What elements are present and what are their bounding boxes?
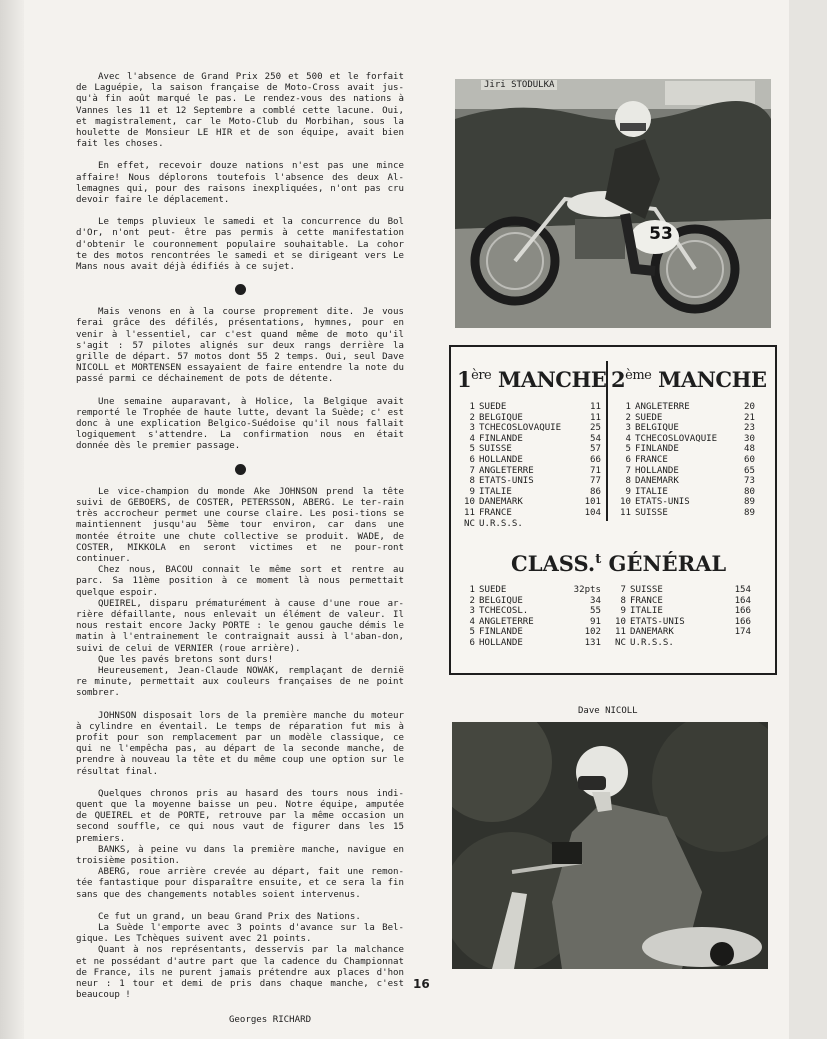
result-row <box>455 444 601 455</box>
article-column <box>76 72 404 1027</box>
section-bullet <box>235 284 246 295</box>
result-row <box>455 434 601 445</box>
result-row <box>455 519 601 530</box>
position-cell: 3 <box>625 423 631 434</box>
result-row <box>455 402 601 413</box>
article-paragraph: BANKS, à peine vu dans la première manche, navigue en troisième position. <box>76 844 404 866</box>
article-paragraph: Le vice-champion du monde Ake JOHNSON prend la tête suivi de GEBOERS, de COSTER, PETERSSON, ABERG. Le ter-rain très accrocheur permet une course claire. Les posi-tions se maintiennent jusqu'au 5ème tour environ, car dans une montée étroite une chute collective se produit. WADE, de COSTER, MIKKOLA en seront victimes et ne pour-ront continuer. <box>76 486 404 564</box>
position-cell: 10 <box>620 497 631 508</box>
result-row <box>455 585 601 596</box>
points-cell: 89 <box>744 497 755 508</box>
team-cell: ANGLETERRE <box>479 616 534 627</box>
position-cell: 10 <box>464 497 475 508</box>
points-cell: 166 <box>734 606 751 617</box>
team-cell: ETATS-UNIS <box>635 497 690 508</box>
page-right-margin <box>789 0 827 1039</box>
position-cell: NC <box>464 518 475 529</box>
position-cell: 9 <box>469 486 475 497</box>
page-number: 16 <box>413 977 430 991</box>
points-cell: 30 <box>744 433 755 444</box>
position-cell: 2 <box>469 412 475 423</box>
result-row <box>611 466 755 477</box>
article-paragraph: Mais venons en à la course proprement dite. Je vous ferai grâce des défilés, présentations, hymnes, pour en venir à l'essentiel, car c'est quand même de moto qu'il s'agit : 57 pilotes alignés sur deux rangs derrière la grille de départ. 57 motos dont 55 2 temps. Oui, seul Dave NICOLL et MORTENSEN essayaient de faire entendre la note du passé parmi ce déchainement de pots de détente. <box>76 307 404 385</box>
result-row <box>455 423 601 434</box>
position-cell: 1 <box>625 402 631 412</box>
position-cell: 5 <box>469 444 475 455</box>
team-cell: BELGIQUE <box>479 412 523 423</box>
result-row <box>455 413 601 424</box>
result-row <box>606 596 751 607</box>
article-paragraph: Quant à nos représentants, desservis par la malchance et ne possédant d'autre part que la cadence du Championnat de France, ils ne purent jamais prétendre aux places d'hon neur : 1 tour et demi de pris dans chaque manche, c'est beaucoup ! <box>76 945 404 1001</box>
result-row <box>611 497 755 508</box>
points-cell: 174 <box>734 627 751 638</box>
points-cell: 101 <box>584 497 601 508</box>
team-cell: TCHECOSL. <box>479 606 529 617</box>
team-cell: FRANCE <box>630 595 663 606</box>
position-cell: 6 <box>469 454 475 465</box>
team-cell: SUISSE <box>479 444 512 455</box>
team-cell: DANEMARK <box>635 476 679 487</box>
team-cell: TCHECOSLOVAQUIE <box>635 433 718 444</box>
result-row <box>611 434 755 445</box>
points-cell: 73 <box>744 476 755 487</box>
team-cell: U.R.S.S. <box>479 518 523 529</box>
article-paragraph: QUEIREL, disparu prématurément à cause d'une roue ar-rière défaillante, nous enlevait un élément de valeur. Il nous restait encore Jacky PORTE : le genou gauche démis le matin à l'entrainement le contraignait aussi à l'aban-don, suivi de celui de VERNIER (roue arrière). <box>76 598 404 654</box>
points-cell: 89 <box>744 507 755 518</box>
position-cell: 11 <box>615 627 626 638</box>
position-cell: 4 <box>625 433 631 444</box>
photo-caption: Dave NICOLL <box>578 706 638 716</box>
article-paragraph: La Suède l'emporte avec 3 points d'avance sur la Bel-gique. Les Tchèques suivent avec 21 points. <box>76 923 404 945</box>
position-cell: 6 <box>625 454 631 465</box>
result-row <box>611 487 755 498</box>
team-cell: FRANCE <box>635 454 668 465</box>
position-cell: 10 <box>615 616 626 627</box>
team-cell: SUEDE <box>635 412 663 423</box>
points-cell: 71 <box>590 465 601 476</box>
team-cell: ETATS-UNIS <box>630 616 685 627</box>
result-row <box>455 606 601 617</box>
points-cell: 54 <box>590 433 601 444</box>
team-cell: SUISSE <box>635 507 668 518</box>
position-cell: 8 <box>469 476 475 487</box>
general-table-left <box>455 585 601 649</box>
points-cell: 48 <box>744 444 755 455</box>
manche2-table <box>611 402 755 519</box>
photo-nicoll <box>452 722 768 969</box>
points-cell: 154 <box>734 585 751 595</box>
article-paragraph: Le temps pluvieux le samedi et la concurrence du Bol d'Or, n'ont peut- être pas permis à cette manifestation d'obtenir le couronnement populaire souhaitable. La cohor te des motos rencontrées le samedi et se dirigeant vers Le Mans nous avait déjà édifiés à ce sujet. <box>76 217 404 273</box>
points-cell: 166 <box>734 616 751 627</box>
result-row <box>606 638 751 649</box>
points-cell: 34 <box>590 595 601 606</box>
result-row <box>455 497 601 508</box>
position-cell: 8 <box>620 595 626 606</box>
team-cell: HOLLANDE <box>479 637 523 648</box>
team-cell: ITALIE <box>635 486 668 497</box>
position-cell: 11 <box>620 507 631 518</box>
team-cell: FINLANDE <box>479 433 523 444</box>
team-cell: ITALIE <box>479 486 512 497</box>
manche1-table <box>455 402 601 529</box>
column-divider <box>606 361 608 521</box>
points-cell: 131 <box>584 637 601 648</box>
team-cell: DANEMARK <box>630 627 674 638</box>
points-cell: 11 <box>590 402 601 412</box>
position-cell: 2 <box>625 412 631 423</box>
team-cell: SUEDE <box>479 585 507 595</box>
result-row <box>455 638 601 649</box>
points-cell: 55 <box>590 606 601 617</box>
result-row <box>611 508 755 519</box>
team-cell: ANGLETERRE <box>479 465 534 476</box>
team-cell: SUISSE <box>630 585 663 595</box>
article-paragraph: En effet, recevoir douze nations n'est pas une mince affaire! Nous déplorons toutefois l'absence des deux Al-lemagnes qui, pour des raisons inexpliquées, n'ont pas cru devoir faire le déplacement. <box>76 161 404 206</box>
general-table-right <box>606 585 751 649</box>
article-paragraph: Une semaine auparavant, à Holice, la Belgique avait remporté le Trophée de haute lutte, devant la Suède; c' est donc à une explication Belgico-Suédoise qu'il nous fallait logiquement s'attendre. La confirmation nous en était donnée dès le premier passage. <box>76 396 404 452</box>
points-cell: 102 <box>584 627 601 638</box>
general-title: CLASS.$^t$ GÉNÉRAL <box>511 551 727 576</box>
team-cell: ETATS-UNIS <box>479 476 534 487</box>
result-row <box>455 476 601 487</box>
team-cell: BELGIQUE <box>479 595 523 606</box>
result-row <box>611 476 755 487</box>
position-cell: 6 <box>469 637 475 648</box>
position-cell: 5 <box>625 444 631 455</box>
position-cell: 9 <box>625 486 631 497</box>
points-cell: 21 <box>744 412 755 423</box>
position-cell: 5 <box>469 627 475 638</box>
team-cell: U.R.S.S. <box>630 637 674 648</box>
position-cell: 2 <box>469 595 475 606</box>
points-cell: 57 <box>590 444 601 455</box>
points-cell: 23 <box>744 423 755 434</box>
results-box <box>449 345 777 675</box>
team-cell: HOLLANDE <box>479 454 523 465</box>
result-row <box>606 606 751 617</box>
points-cell: 104 <box>584 507 601 518</box>
team-cell: HOLLANDE <box>635 465 679 476</box>
article-paragraph: Chez nous, BACOU connait le même sort et rentre au parc. Sa 11ème position à ce moment là nous permettait quelque espoir. <box>76 565 404 598</box>
page-binding-edge <box>0 0 24 1039</box>
result-row <box>611 444 755 455</box>
result-row <box>611 413 755 424</box>
photo-stodulka <box>455 79 771 328</box>
points-cell: 77 <box>590 476 601 487</box>
article-paragraph: Ce fut un grand, un beau Grand Prix des Nations. <box>98 911 361 922</box>
position-cell: 4 <box>469 616 475 627</box>
points-cell: 11 <box>590 412 601 423</box>
result-row <box>455 455 601 466</box>
position-cell: 4 <box>469 433 475 444</box>
points-cell: 91 <box>590 616 601 627</box>
result-row <box>611 423 755 434</box>
points-cell: 20 <box>744 402 755 412</box>
team-cell: FINLANDE <box>479 627 523 638</box>
author-signature: Georges RICHARD <box>228 1015 312 1026</box>
position-cell: 1 <box>469 402 475 412</box>
result-row <box>455 596 601 607</box>
points-cell <box>581 519 601 530</box>
result-row <box>611 402 755 413</box>
points-cell: 65 <box>744 465 755 476</box>
team-cell: ANGLETERRE <box>635 402 690 412</box>
points-cell: 80 <box>744 486 755 497</box>
article-paragraph: JOHNSON disposait lors de la première manche du moteur à cylindre en éventail. Le temps de réparation fut mis à profit pour son remplacement par un modèle classique, ce qui ne l'empêcha pas, au départ de la seconde manche, de prendre à nouveau la tête et du même coup une option sur le résultat final. <box>76 710 404 777</box>
position-cell: 8 <box>625 476 631 487</box>
article-paragraph: Que les pavés bretons sont durs! <box>98 654 274 665</box>
team-cell: TCHECOSLOVAQUIE <box>479 423 562 434</box>
result-row <box>455 466 601 477</box>
team-cell: DANEMARK <box>479 497 523 508</box>
article-paragraph: Quelques chronos pris au hasard des tours nous indi-quent que la moyenne baisse un peu. Notre équipe, amputée de QUEIREL et de PORTE, retrouve par la même occasion un second souffle, ce qui nous vaut de figurer dans les 15 premiers. <box>76 788 404 844</box>
race-number: 53 <box>649 224 673 244</box>
team-cell: FRANCE <box>479 507 512 518</box>
points-cell: 66 <box>590 454 601 465</box>
position-cell: 7 <box>469 465 475 476</box>
result-row <box>611 455 755 466</box>
points-cell <box>723 638 751 649</box>
photo-caption: Jiri STODULKA <box>481 80 557 90</box>
team-cell: ITALIE <box>630 606 663 617</box>
manche2-title: 2ème MANCHE <box>611 367 767 392</box>
points-cell: 60 <box>744 454 755 465</box>
points-cell: 86 <box>590 486 601 497</box>
position-cell: 1 <box>469 585 475 595</box>
position-cell: 9 <box>620 606 626 617</box>
position-cell: 11 <box>464 507 475 518</box>
article-paragraph: Heureusement, Jean-Claude NOWAK, remplaçant de dernië re minute, permettait aux couleurs françaises de ne point sombrer. <box>76 665 404 699</box>
team-cell: SUEDE <box>479 402 507 412</box>
points-cell: 25 <box>590 423 601 434</box>
result-row <box>455 627 601 638</box>
result-row <box>455 508 601 519</box>
points-cell: 164 <box>734 595 751 606</box>
article-paragraph: ABERG, roue arrière crevée au départ, fait une remon-tée fantastique pour disparaître ensuite, et ce sera la fin sans que des changements notables soient intervenus. <box>76 867 404 900</box>
result-row <box>606 585 751 596</box>
result-row <box>455 617 601 628</box>
section-bullet <box>235 464 246 475</box>
position-cell: NC <box>615 637 626 648</box>
position-cell: 3 <box>469 423 475 434</box>
position-cell: 3 <box>469 606 475 617</box>
points-cell: 32pts <box>573 585 601 595</box>
article-paragraph: Avec l'absence de Grand Prix 250 et 500 et le forfait de Laguépie, la saison française de Moto-Cross avait jus-qu'à fin août marqué le pas. Le rendez-vous des nations à Vannes les 11 et 12 Septembre a comblé cette lacune. Oui, et magistralement, car le Moto-Club du Morbihan, sous la houlette de Monsieur LE HIR et de son équipe, avait bien fait les choses. <box>76 72 404 150</box>
result-row <box>606 627 751 638</box>
team-cell: FINLANDE <box>635 444 679 455</box>
position-cell: 7 <box>625 465 631 476</box>
manche1-title: 1ère MANCHE <box>457 367 607 392</box>
position-cell: 7 <box>620 585 626 595</box>
team-cell: BELGIQUE <box>635 423 679 434</box>
result-row <box>455 487 601 498</box>
result-row <box>606 617 751 628</box>
